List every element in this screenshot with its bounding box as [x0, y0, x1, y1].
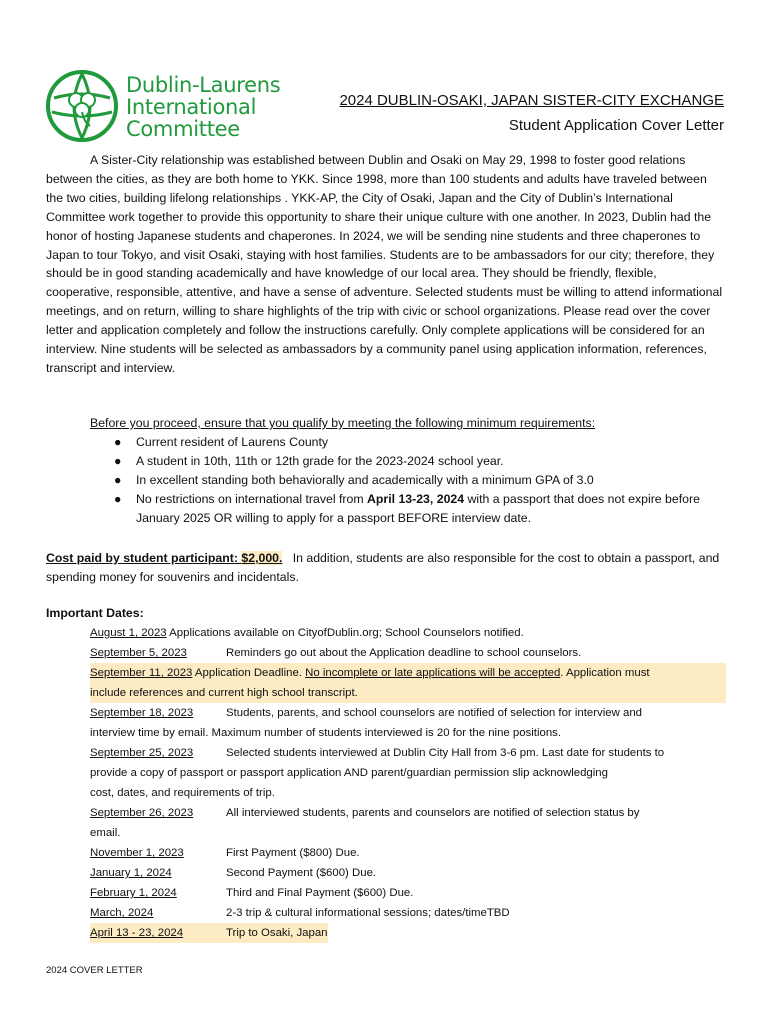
cost-amount: $2,000.	[241, 551, 283, 565]
requirements-heading: Before you proceed, ensure that you qualify by meeting the following minimum requirements:	[90, 416, 596, 430]
cost-text: In addition, students are also responsible for the cost to obtain a passport, and spending money for souvenirs and incidentals.	[46, 551, 720, 584]
bullet-icon: ●	[114, 453, 122, 468]
date-row: February 1, 2024 Third and Final Payment ($600) Due.	[90, 887, 414, 899]
date-row: January 1, 2024 Second Payment ($600) Due.	[90, 867, 377, 879]
committee-logo	[44, 68, 294, 144]
date-row: November 1, 2023 First Payment ($800) Due.	[90, 847, 360, 859]
cost-label: Cost paid by student participant: $2,000.	[46, 551, 283, 565]
date-row-highlighted: September 11, 2023 Application Deadline. No incomplete or late applications will be accepted. Application must include references and current high school transcript.	[90, 663, 726, 703]
important-dates-heading: Important Dates:	[46, 606, 144, 620]
shamrock-globe-icon	[44, 68, 122, 144]
document-subtitle: Student Application Cover Letter	[508, 117, 724, 134]
date-row: September 25, 2023 Selected students interviewed at Dublin City Hall from 3-6 pm. Last date for students to	[90, 747, 665, 759]
date-row: September 5, 2023 Reminders go out about the Application deadline to school counselors.	[90, 647, 582, 659]
logo-line-3: Committee	[126, 117, 240, 141]
date-row: March, 2024 2-3 trip & cultural informational sessions; dates/timeTBD	[90, 907, 510, 919]
important-dates-list: August 1, 2023 Applications available on CityofDublin.org; School Counselors notified. September 5, 2023 Reminders go out about the Application deadline to school counselors. September 11, 2023 Application Deadline. No incomplete or late applications will be accepted. Application must include references and current high school transcript. September 18, 2023 Students, parents, and school counselors are notified of selection for interview and interview time by email. Maximum number of students interviewed is 20 for the nine positions. September 25, 2023 Selected students interviewed at Dublin City Hall from 3-6 pm. Last date for students to provide a copy of passport or passport application AND parent/guardian permission slip acknowledging cost, dates, and requirements of trip. September 26, 2023 All interviewed students, parents and counselors are notified of selection status by email. November 1, 2023 First Payment ($800) Due. January 1, 2024 Second Payment ($600) Due. February 1, 2024 Third and Final Payment ($600) Due. March, 2024 2-3 trip & cultural informational sessions; dates/timeTBD April 13 - 23, 2024 Trip to Osaki, Japan	[90, 623, 726, 943]
requirements-list	[90, 433, 724, 528]
page-footer: 2024 COVER LETTER	[46, 965, 143, 976]
document-header	[339, 90, 724, 137]
logo-line-1: Dublin-Laurens	[126, 73, 281, 97]
list-item: ● In excellent standing both behaviorally and academically with a minimum GPA of 3.0	[90, 471, 724, 490]
logo-line-2: International	[126, 95, 257, 119]
date-row: September 18, 2023 Students, parents, and school counselors are notified of selection for interview and	[90, 707, 643, 719]
cost-paragraph	[46, 549, 726, 587]
date-row-highlighted: April 13 - 23, 2024 Trip to Osaki, Japan	[90, 923, 726, 943]
date-row: September 26, 2023 All interviewed students, parents and counselors are notified of selection status by	[90, 807, 640, 819]
date-row: August 1, 2023 Applications available on CityofDublin.org; School Counselors notified.	[90, 627, 524, 639]
bullet-icon: ●	[114, 491, 122, 506]
list-item: ● No restrictions on international travel from April 13-23, 2024 with a passport that does not expire before January 2025 OR willing to apply for a passport BEFORE interview date.	[114, 491, 700, 525]
document-title: 2024 DUBLIN-OSAKI, JAPAN SISTER-CITY EXCHANGE	[339, 92, 724, 109]
intro-text: A Sister-City relationship was established between Dublin and Osaki on May 29, 1998 to foster good relations between the cities, as they are both home to YKK. Since 1998, more than 100 students and adults have traveled between the two cities, building lifelong relationships . YKK-AP, the City of Osaki, Japan and the City of Dublin’s International Committee work together to provide this opportunity to share their unique culture with one another. In 2023, Dublin had the honor of hosting Japanese students and chaperones. In 2024, we will be sending nine students and three chaperones to Japan to tour Tokyo, and visit Osaki, staying with host families. Students are to be ambassadors for our city; therefore, they should be in good standing academically and have knowledge of our local area. They should be friendly, flexible, cooperative, responsible, attentive, and have a sense of adventure. Selected students must be willing to attend informational meetings, and on return, willing to share highlights of the trip with civic or school organizations. Please read over the cover letter and application completely and follow the instructions carefully. Only complete applications will be considered for an interview. Nine students will be selected as ambassadors by a community panel using application information, references, transcript and interview.	[46, 153, 723, 375]
bullet-icon: ●	[114, 434, 122, 449]
list-item: ● Current resident of Laurens County	[90, 433, 724, 452]
logo-text	[126, 74, 280, 140]
list-item: ● A student in 10th, 11th or 12th grade for the 2023-2024 school year.	[90, 452, 724, 471]
bullet-icon: ●	[114, 472, 122, 487]
intro-paragraph	[46, 151, 724, 378]
requirements-section	[90, 414, 724, 527]
